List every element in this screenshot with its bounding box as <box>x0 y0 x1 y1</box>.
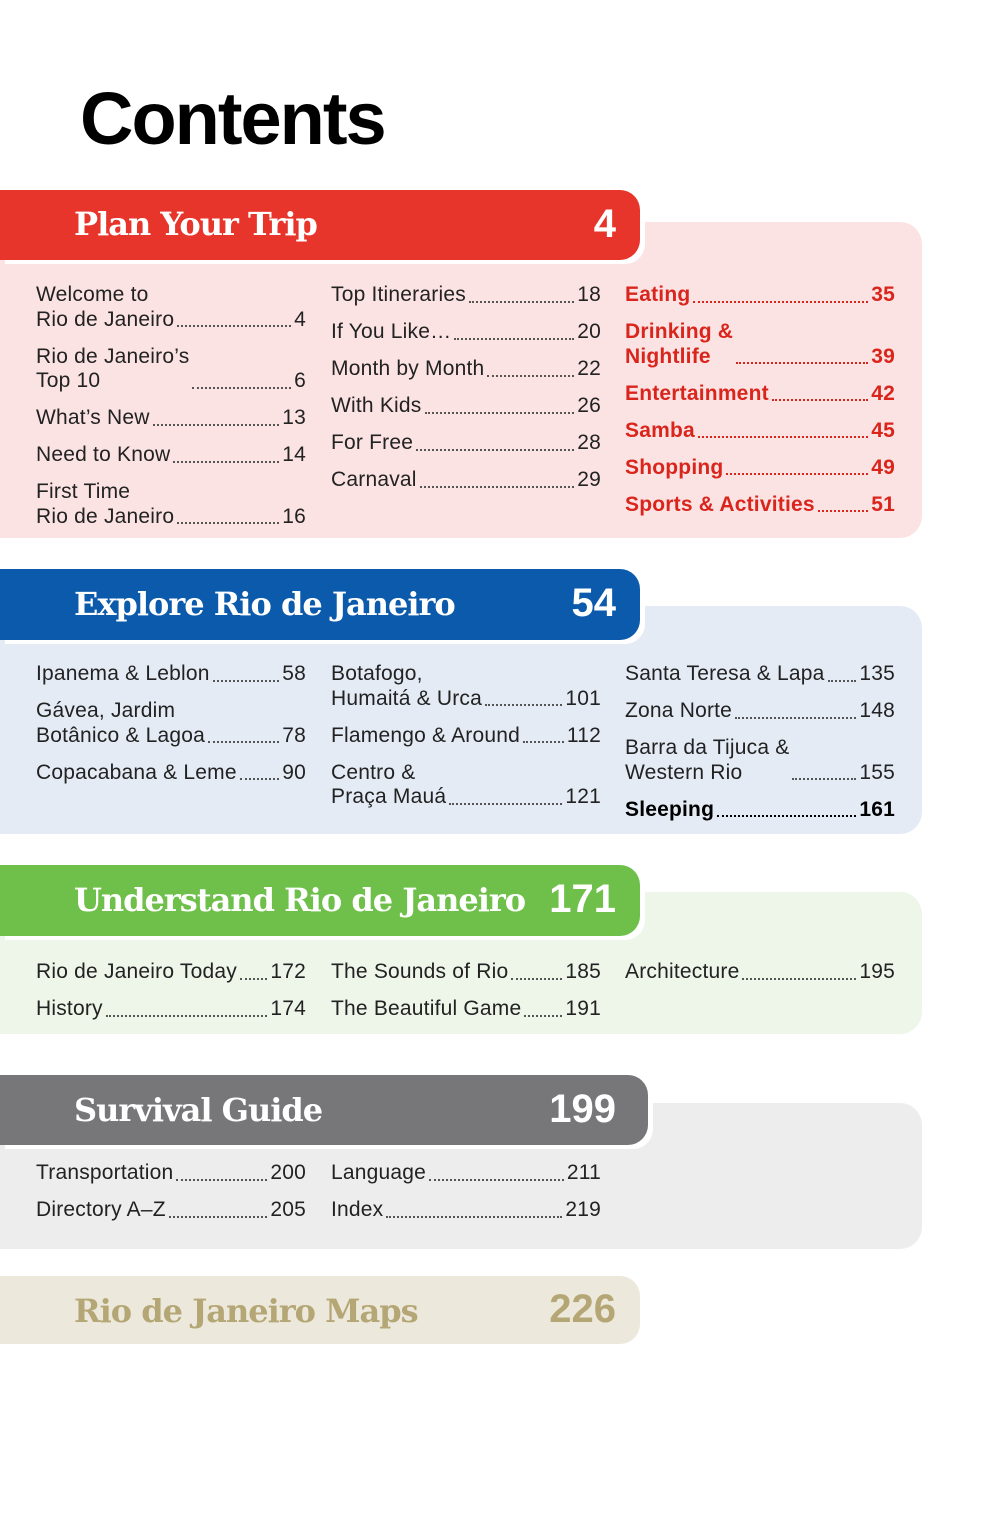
toc-entry-label: Directory A–Z <box>36 1198 166 1221</box>
maps-tab[interactable] <box>0 1276 640 1344</box>
toc-entry-page: 51 <box>871 492 895 516</box>
toc-entry-label: If You Like… <box>331 320 452 343</box>
toc-entry[interactable] <box>331 468 601 493</box>
toc-entry[interactable] <box>625 456 895 481</box>
toc-entry-label: Gávea, Jardim Botânico & Lagoa <box>36 699 205 747</box>
dot-leader <box>736 362 868 364</box>
section-page-number: 4 <box>593 202 616 246</box>
dot-leader <box>425 412 575 414</box>
plan-your-trip-tab[interactable] <box>0 190 640 260</box>
toc-entry[interactable] <box>625 382 895 407</box>
toc-entry-page: 78 <box>282 723 306 747</box>
toc-entry-label: Botafogo, Humaitá & Urca <box>331 662 483 710</box>
toc-entry[interactable] <box>625 283 895 308</box>
section-page-number: 171 <box>549 877 616 921</box>
explore-column-1 <box>36 662 306 798</box>
section-title: Explore Rio de Janeiro <box>74 585 455 623</box>
dot-leader <box>240 978 267 980</box>
toc-entry-label: Flamengo & Around <box>331 723 521 747</box>
dot-leader <box>153 424 280 426</box>
dot-leader <box>169 1216 268 1218</box>
toc-entry-page: 135 <box>859 662 895 685</box>
explore-tab[interactable] <box>0 569 640 640</box>
toc-entry-page: 90 <box>282 760 306 784</box>
toc-entry-label: The Beautiful Game <box>331 997 522 1020</box>
toc-entry-page: 42 <box>871 381 895 405</box>
survival-column-1 <box>36 1161 306 1235</box>
dot-leader <box>742 978 856 980</box>
understand-column-1 <box>36 960 306 1034</box>
toc-entry-page: 112 <box>566 723 601 747</box>
page-title: Contents <box>80 77 385 160</box>
toc-entry-page: 28 <box>577 431 601 454</box>
toc-entry-page: 58 <box>282 662 306 685</box>
toc-entry-page: 174 <box>270 997 306 1020</box>
toc-entry[interactable] <box>331 320 601 345</box>
toc-entry-page: 205 <box>270 1198 306 1221</box>
toc-entry[interactable] <box>36 662 306 687</box>
toc-entry[interactable] <box>625 736 895 785</box>
toc-entry-label: Eating <box>625 283 691 306</box>
section-page-number: 226 <box>549 1287 616 1331</box>
dot-leader <box>487 375 574 377</box>
explore-column-2 <box>331 662 601 822</box>
plan-column-3 <box>625 283 895 530</box>
understand-tab[interactable] <box>0 865 640 936</box>
dot-leader <box>449 803 562 805</box>
toc-entry-label: Barra da Tijuca & Western Rio <box>625 736 790 784</box>
toc-entry-label: Centro & Praça Mauá <box>331 760 447 808</box>
toc-entry[interactable] <box>36 480 306 529</box>
toc-entry[interactable] <box>36 1161 306 1186</box>
toc-entry[interactable] <box>625 798 895 823</box>
dot-leader <box>698 436 868 438</box>
survival-column-2 <box>331 1161 601 1235</box>
toc-entry-label: Ipanema & Leblon <box>36 662 210 685</box>
dot-leader <box>429 1179 564 1181</box>
toc-entry-label: Sleeping <box>625 797 715 821</box>
dot-leader <box>772 399 868 401</box>
toc-entry[interactable] <box>331 283 601 308</box>
toc-entry-label: With Kids <box>331 394 422 417</box>
dot-leader <box>726 473 868 475</box>
dot-leader <box>469 301 574 303</box>
dot-leader <box>208 741 279 743</box>
toc-entry[interactable] <box>331 662 601 711</box>
dot-leader <box>485 704 562 706</box>
toc-entry[interactable] <box>331 1198 601 1223</box>
toc-entry-page: 161 <box>859 797 895 821</box>
toc-entry-page: 13 <box>282 406 306 429</box>
toc-entry[interactable] <box>36 761 306 786</box>
section-title: Survival Guide <box>74 1091 323 1129</box>
understand-column-3 <box>625 960 895 997</box>
toc-entry-page: 49 <box>871 455 895 479</box>
toc-entry-page: 101 <box>565 686 601 710</box>
toc-entry[interactable] <box>625 960 895 985</box>
toc-entry-page: 195 <box>859 960 895 983</box>
toc-entry-page: 14 <box>282 443 306 466</box>
toc-entry-label: Shopping <box>625 455 724 479</box>
dot-leader <box>818 510 869 512</box>
toc-entry-page: 191 <box>565 997 601 1020</box>
toc-entry-page: 219 <box>565 1198 601 1221</box>
dot-leader <box>213 680 280 682</box>
toc-entry[interactable] <box>331 1161 601 1186</box>
toc-entry-label: Santa Teresa & Lapa <box>625 662 825 685</box>
toc-entry[interactable] <box>331 761 601 810</box>
toc-entry-label: Welcome to Rio de Janeiro <box>36 283 175 331</box>
toc-entry-page: 20 <box>577 320 601 343</box>
plan-column-1 <box>36 283 306 542</box>
toc-entry[interactable] <box>36 345 306 394</box>
toc-entry-page: 35 <box>871 283 895 306</box>
toc-entry-label: Zona Norte <box>625 699 733 722</box>
toc-entry-page: 45 <box>871 418 895 442</box>
dot-leader <box>386 1216 562 1218</box>
toc-entry-label: Carnaval <box>331 468 417 491</box>
dot-leader <box>693 301 868 303</box>
toc-entry-page: 4 <box>294 307 306 331</box>
toc-entry-label: Copacabana & Leme <box>36 760 237 784</box>
toc-entry-label: Transportation <box>36 1161 174 1184</box>
toc-entry[interactable] <box>625 662 895 687</box>
toc-entry-label: Architecture <box>625 960 740 983</box>
plan-column-2 <box>331 283 601 505</box>
toc-entry[interactable] <box>331 431 601 456</box>
dot-leader <box>454 338 574 340</box>
toc-entry-label: History <box>36 997 103 1020</box>
dot-leader <box>416 449 574 451</box>
toc-entry-label: For Free <box>331 431 414 454</box>
toc-entry[interactable] <box>625 320 895 369</box>
dot-leader <box>717 815 856 817</box>
survival-guide-tab[interactable] <box>0 1075 648 1145</box>
toc-entry-page: 6 <box>294 369 306 392</box>
toc-entry[interactable] <box>331 394 601 419</box>
dot-leader <box>523 741 564 743</box>
toc-entry-page: 16 <box>282 504 306 528</box>
toc-entry-page: 26 <box>577 394 601 417</box>
dot-leader <box>511 978 562 980</box>
dot-leader <box>176 1179 267 1181</box>
toc-entry-label: Language <box>331 1161 427 1184</box>
explore-column-3 <box>625 662 895 835</box>
toc-entry-page: 121 <box>565 785 601 808</box>
toc-entry-page: 172 <box>270 960 306 983</box>
toc-entry[interactable] <box>36 443 306 468</box>
dot-leader <box>828 680 857 682</box>
toc-entry[interactable] <box>331 724 601 749</box>
toc-entry-label: Entertainment <box>625 381 769 405</box>
toc-entry[interactable] <box>36 1198 306 1223</box>
toc-entry[interactable] <box>36 960 306 985</box>
toc-entry-label: Index <box>331 1198 384 1221</box>
toc-entry-label: Rio de Janeiro’s Top 10 <box>36 344 190 392</box>
toc-entry-page: 211 <box>566 1161 601 1184</box>
toc-entry-page: 39 <box>871 344 895 368</box>
toc-entry-label: Need to Know <box>36 443 171 466</box>
dot-leader <box>792 778 856 780</box>
dot-leader <box>173 461 279 463</box>
toc-entry[interactable] <box>625 419 895 444</box>
dot-leader <box>192 387 291 389</box>
understand-column-2 <box>331 960 601 1034</box>
dot-leader <box>240 778 280 780</box>
toc-entry-page: 200 <box>270 1161 306 1184</box>
toc-entry[interactable] <box>331 997 601 1022</box>
toc-entry[interactable] <box>36 283 306 332</box>
toc-entry-label: Sports & Activities <box>625 492 815 516</box>
section-page-number: 199 <box>549 1087 616 1131</box>
toc-entry-page: 22 <box>577 357 601 380</box>
section-title: Understand Rio de Janeiro <box>74 881 526 919</box>
dot-leader <box>177 325 291 327</box>
section-title: Rio de Janeiro Maps <box>74 1292 418 1330</box>
toc-entry-label: First Time Rio de Janeiro <box>36 480 175 528</box>
dot-leader <box>420 486 575 488</box>
section-page-number: 54 <box>571 581 616 625</box>
toc-entry-page: 185 <box>565 960 601 983</box>
toc-entry[interactable] <box>331 960 601 985</box>
toc-entry-page: 29 <box>577 468 601 491</box>
toc-entry[interactable] <box>36 997 306 1022</box>
toc-entry-page: 148 <box>859 699 895 722</box>
dot-leader <box>177 522 279 524</box>
toc-entry-page: 18 <box>577 283 601 306</box>
dot-leader <box>106 1015 268 1017</box>
toc-entry[interactable] <box>36 406 306 431</box>
toc-entry[interactable] <box>625 699 895 724</box>
toc-entry-label: Rio de Janeiro Today <box>36 960 237 983</box>
toc-entry-label: The Sounds of Rio <box>331 960 509 983</box>
toc-entry[interactable] <box>625 493 895 518</box>
toc-entry-label: Month by Month <box>331 357 485 380</box>
toc-entry-label: Samba <box>625 418 695 442</box>
toc-entry-page: 155 <box>859 760 895 784</box>
toc-entry-label: Drinking & Nightlife <box>625 320 734 368</box>
toc-entry[interactable] <box>331 357 601 382</box>
section-title: Plan Your Trip <box>74 205 317 243</box>
toc-entry-label: What’s New <box>36 406 150 429</box>
dot-leader <box>524 1015 562 1017</box>
dot-leader <box>735 717 856 719</box>
toc-entry-label: Top Itineraries <box>331 283 466 306</box>
toc-entry[interactable] <box>36 699 306 748</box>
